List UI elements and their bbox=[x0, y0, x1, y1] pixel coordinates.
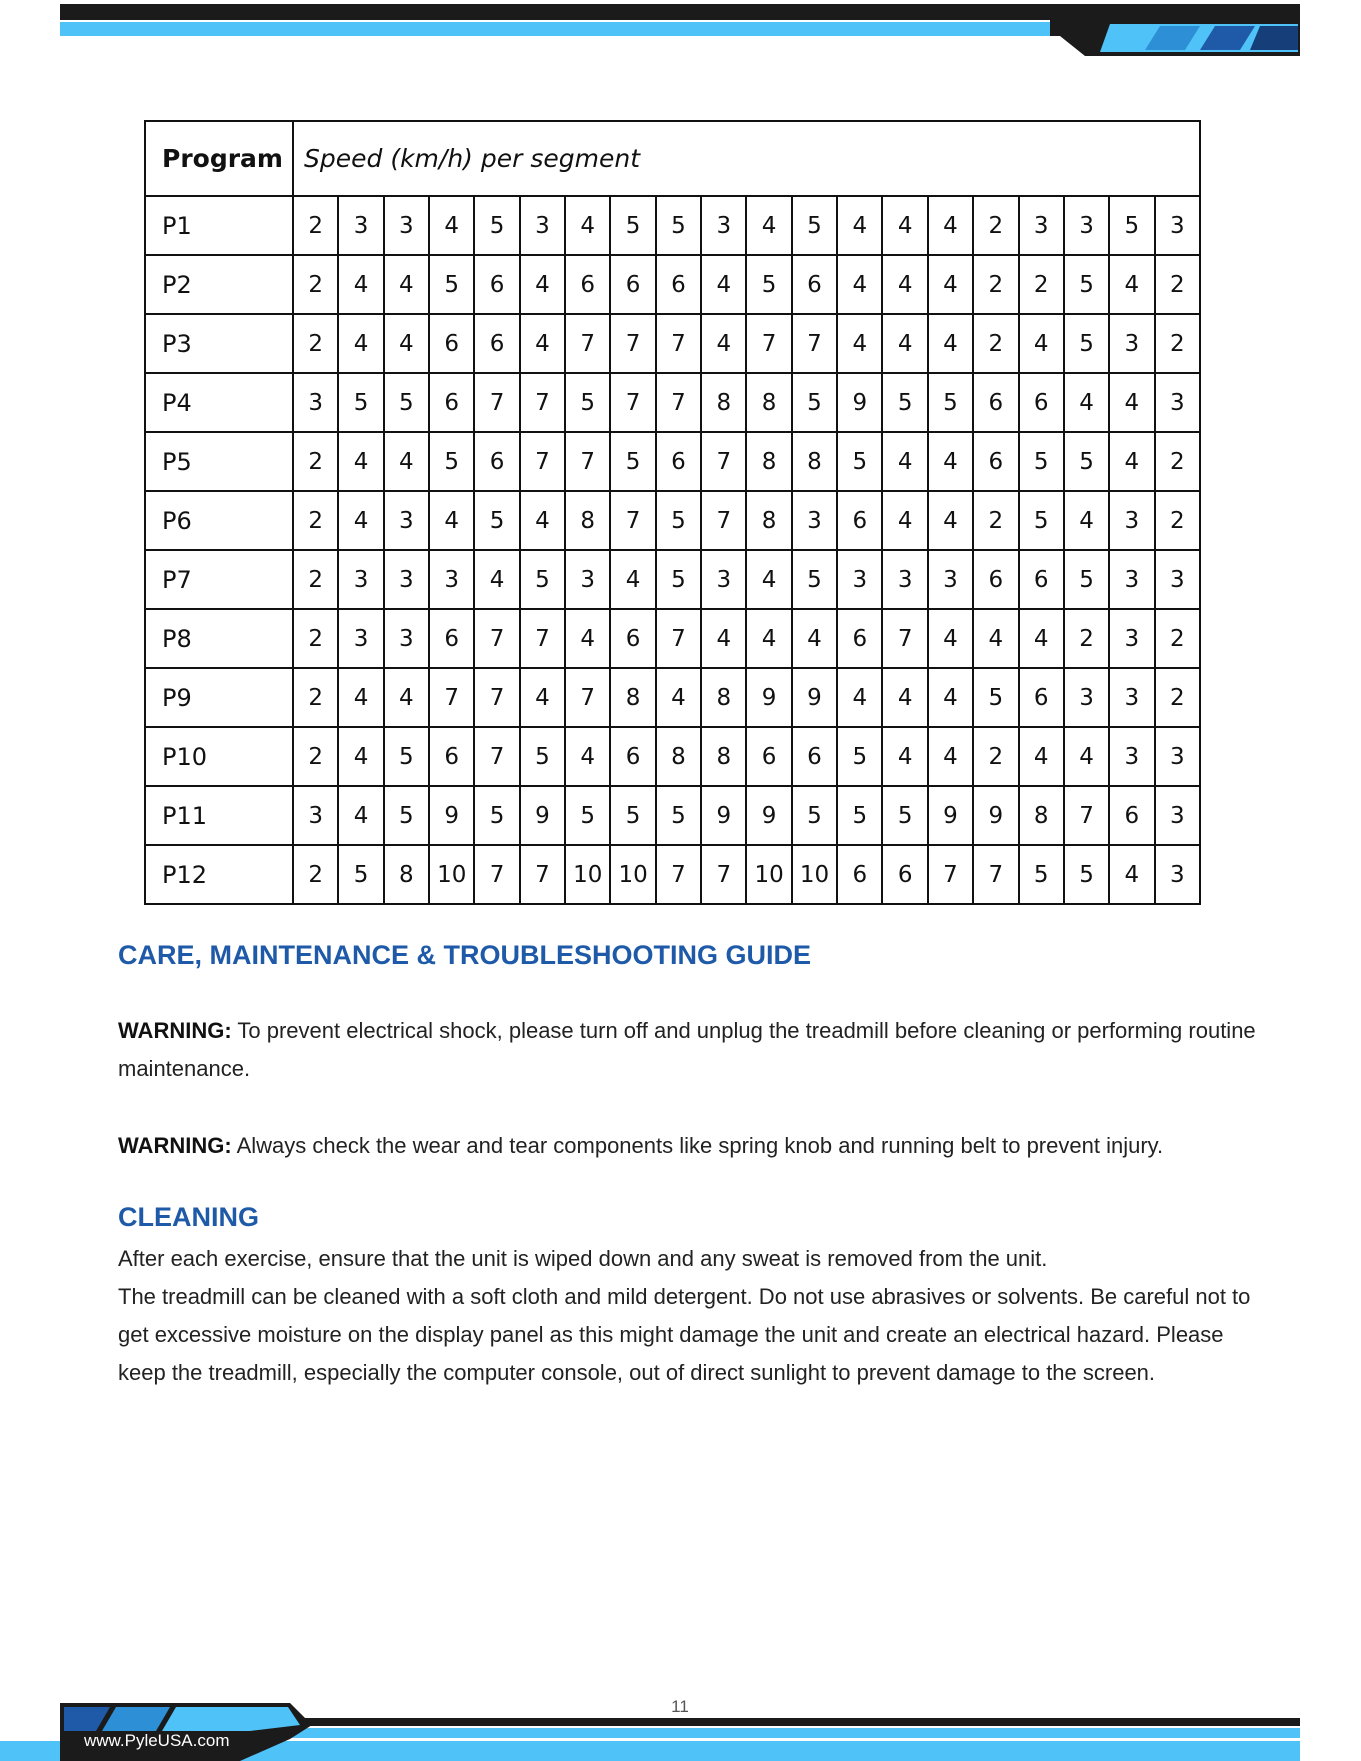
speed-cell: 7 bbox=[928, 845, 973, 904]
speed-cell: 8 bbox=[701, 727, 746, 786]
speed-cell: 7 bbox=[610, 314, 655, 373]
speed-cell: 8 bbox=[1019, 786, 1064, 845]
speed-cell: 5 bbox=[474, 491, 519, 550]
speed-cell: 9 bbox=[746, 668, 791, 727]
speed-cell: 10 bbox=[610, 845, 655, 904]
speed-cell: 9 bbox=[792, 668, 837, 727]
speed-cell: 7 bbox=[656, 373, 701, 432]
speed-cell: 5 bbox=[837, 432, 882, 491]
speed-cell: 4 bbox=[928, 196, 973, 255]
speed-cell: 9 bbox=[837, 373, 882, 432]
speed-cell: 5 bbox=[474, 786, 519, 845]
speed-cell: 5 bbox=[792, 196, 837, 255]
speed-cell: 3 bbox=[701, 550, 746, 609]
speed-cell: 6 bbox=[1019, 668, 1064, 727]
speed-cell: 7 bbox=[882, 609, 927, 668]
speed-cell: 5 bbox=[610, 196, 655, 255]
cleaning-text bbox=[118, 1240, 1258, 1392]
warning-label: WARNING: bbox=[118, 1018, 232, 1043]
speed-cell: 6 bbox=[429, 373, 474, 432]
speed-cell: 9 bbox=[746, 786, 791, 845]
warning-text: To prevent electrical shock, please turn off and unplug the treadmill before cleaning or performing routine maintenance. bbox=[118, 1018, 1256, 1081]
speed-cell: 3 bbox=[1064, 196, 1109, 255]
speed-cell: 2 bbox=[1019, 255, 1064, 314]
speed-cell: 7 bbox=[565, 314, 610, 373]
speed-cell: 6 bbox=[610, 255, 655, 314]
speed-cell: 7 bbox=[520, 845, 565, 904]
speed-cell: 8 bbox=[746, 373, 791, 432]
speed-cell: 7 bbox=[565, 668, 610, 727]
speed-cell: 2 bbox=[293, 432, 338, 491]
speed-cell: 5 bbox=[792, 373, 837, 432]
speed-cell: 4 bbox=[656, 668, 701, 727]
program-name-cell: P12 bbox=[145, 845, 293, 904]
speed-cell: 2 bbox=[1155, 609, 1200, 668]
speed-cell: 8 bbox=[384, 845, 429, 904]
warning-wear bbox=[118, 1127, 1258, 1165]
table-row bbox=[145, 196, 1200, 255]
speed-cell: 4 bbox=[1064, 373, 1109, 432]
speed-cell: 4 bbox=[520, 491, 565, 550]
speed-cell: 2 bbox=[293, 255, 338, 314]
speed-cell: 7 bbox=[656, 845, 701, 904]
speed-cell: 9 bbox=[928, 786, 973, 845]
speed-cell: 4 bbox=[928, 314, 973, 373]
speed-cell: 6 bbox=[474, 432, 519, 491]
speed-cell: 3 bbox=[1109, 609, 1154, 668]
speed-cell: 10 bbox=[746, 845, 791, 904]
speed-cell: 5 bbox=[837, 727, 882, 786]
speed-cell: 5 bbox=[656, 196, 701, 255]
table-row bbox=[145, 845, 1200, 904]
speed-cell: 6 bbox=[973, 432, 1018, 491]
speed-cell: 4 bbox=[338, 491, 383, 550]
speed-cell: 4 bbox=[1019, 609, 1064, 668]
speed-cell: 9 bbox=[429, 786, 474, 845]
speed-cell: 3 bbox=[293, 786, 338, 845]
speed-cell: 5 bbox=[656, 786, 701, 845]
speed-cell: 4 bbox=[1109, 845, 1154, 904]
program-column-header: Program bbox=[145, 121, 293, 196]
speed-cell: 5 bbox=[1064, 314, 1109, 373]
website-link[interactable]: www.PyleUSA.com bbox=[84, 1731, 230, 1750]
speed-cell: 4 bbox=[928, 609, 973, 668]
speed-cell: 5 bbox=[520, 550, 565, 609]
speed-cell: 4 bbox=[928, 727, 973, 786]
speed-cell: 3 bbox=[429, 550, 474, 609]
speed-cell: 5 bbox=[1064, 845, 1109, 904]
speed-cell: 9 bbox=[520, 786, 565, 845]
speed-cell: 5 bbox=[882, 373, 927, 432]
speed-cell: 6 bbox=[837, 845, 882, 904]
program-name-cell: P10 bbox=[145, 727, 293, 786]
speed-cell: 2 bbox=[973, 314, 1018, 373]
speed-cell: 5 bbox=[1064, 255, 1109, 314]
speed-cell: 4 bbox=[882, 668, 927, 727]
speed-cell: 2 bbox=[1155, 255, 1200, 314]
speed-cell: 5 bbox=[384, 786, 429, 845]
speed-cell: 3 bbox=[1155, 786, 1200, 845]
table-row bbox=[145, 432, 1200, 491]
speed-cell: 7 bbox=[520, 609, 565, 668]
speed-cell: 7 bbox=[656, 609, 701, 668]
speed-cell: 7 bbox=[474, 609, 519, 668]
speed-cell: 4 bbox=[338, 727, 383, 786]
speed-cell: 5 bbox=[565, 373, 610, 432]
speed-cell: 5 bbox=[1064, 550, 1109, 609]
speed-cell: 3 bbox=[701, 196, 746, 255]
speed-cell: 2 bbox=[973, 196, 1018, 255]
speed-cell: 4 bbox=[565, 609, 610, 668]
speed-cell: 3 bbox=[338, 196, 383, 255]
speed-cell: 4 bbox=[882, 314, 927, 373]
speed-cell: 8 bbox=[656, 727, 701, 786]
speed-cell: 3 bbox=[520, 196, 565, 255]
speed-cell: 4 bbox=[882, 727, 927, 786]
table-row bbox=[145, 373, 1200, 432]
speed-cell: 2 bbox=[293, 845, 338, 904]
speed-cell: 3 bbox=[293, 373, 338, 432]
speed-cell: 4 bbox=[792, 609, 837, 668]
speed-cell: 7 bbox=[701, 491, 746, 550]
speed-cell: 6 bbox=[1019, 550, 1064, 609]
speed-cell: 3 bbox=[928, 550, 973, 609]
speed-cell: 5 bbox=[338, 845, 383, 904]
speed-cell: 5 bbox=[1109, 196, 1154, 255]
speed-cell: 4 bbox=[882, 432, 927, 491]
speed-cell: 7 bbox=[474, 373, 519, 432]
speed-cell: 4 bbox=[384, 668, 429, 727]
speed-cell: 2 bbox=[293, 609, 338, 668]
speed-cell: 4 bbox=[338, 255, 383, 314]
speed-cell: 5 bbox=[520, 727, 565, 786]
program-name-cell: P5 bbox=[145, 432, 293, 491]
speed-cell: 8 bbox=[610, 668, 655, 727]
table-row bbox=[145, 786, 1200, 845]
speed-cell: 3 bbox=[1155, 550, 1200, 609]
cleaning-heading: CLEANING bbox=[118, 1202, 259, 1232]
speed-cell: 4 bbox=[429, 491, 474, 550]
speed-cell: 6 bbox=[429, 609, 474, 668]
cleaning-line-1: After each exercise, ensure that the unit is wiped down and any sweat is removed from the unit. bbox=[118, 1246, 1048, 1271]
speed-cell: 7 bbox=[701, 845, 746, 904]
speed-cell: 7 bbox=[520, 432, 565, 491]
speed-cell: 3 bbox=[384, 609, 429, 668]
speed-cell: 7 bbox=[474, 727, 519, 786]
speed-cell: 3 bbox=[384, 491, 429, 550]
speed-cell: 4 bbox=[520, 668, 565, 727]
speed-cell: 3 bbox=[1155, 845, 1200, 904]
speed-cell: 4 bbox=[1064, 727, 1109, 786]
speed-cell: 5 bbox=[837, 786, 882, 845]
program-speed-table bbox=[144, 120, 1201, 905]
speed-cell: 4 bbox=[882, 196, 927, 255]
speed-cell: 5 bbox=[656, 550, 701, 609]
speed-cell: 2 bbox=[1155, 668, 1200, 727]
speed-cell: 4 bbox=[384, 314, 429, 373]
speed-cell: 2 bbox=[973, 727, 1018, 786]
speed-cell: 7 bbox=[792, 314, 837, 373]
speed-cell: 9 bbox=[701, 786, 746, 845]
warning-label: WARNING: bbox=[118, 1133, 232, 1158]
speed-cell: 6 bbox=[792, 727, 837, 786]
speed-cell: 7 bbox=[565, 432, 610, 491]
speed-cell: 4 bbox=[474, 550, 519, 609]
speed-cell: 2 bbox=[1064, 609, 1109, 668]
speed-cell: 4 bbox=[338, 786, 383, 845]
speed-cell: 4 bbox=[610, 550, 655, 609]
speed-cell: 5 bbox=[474, 196, 519, 255]
speed-cell: 4 bbox=[384, 255, 429, 314]
speed-cell: 5 bbox=[1019, 845, 1064, 904]
speed-cell: 6 bbox=[656, 432, 701, 491]
speed-cell: 8 bbox=[565, 491, 610, 550]
speed-cell: 6 bbox=[429, 727, 474, 786]
warning-text: Always check the wear and tear components like spring knob and running belt to prevent injury. bbox=[236, 1133, 1164, 1158]
speed-cell: 4 bbox=[429, 196, 474, 255]
speed-cell: 2 bbox=[1155, 314, 1200, 373]
speed-cell: 4 bbox=[882, 491, 927, 550]
speed-cell: 4 bbox=[701, 609, 746, 668]
cleaning-line-2: The treadmill can be cleaned with a soft cloth and mild detergent. Do not use abrasives or solvents. Be careful not to get excessive moisture on the display panel as this might damage the unit and create an electrical hazard. Please keep the treadmill, especially the computer console, out of direct sunlight to prevent damage to the screen. bbox=[118, 1284, 1251, 1385]
speed-cell: 5 bbox=[1064, 432, 1109, 491]
table-row bbox=[145, 609, 1200, 668]
speed-cell: 4 bbox=[746, 550, 791, 609]
speed-cell: 2 bbox=[973, 255, 1018, 314]
header-decor-bar bbox=[0, 0, 1361, 62]
speed-cell: 7 bbox=[1064, 786, 1109, 845]
program-name-cell: P3 bbox=[145, 314, 293, 373]
speed-cell: 4 bbox=[701, 314, 746, 373]
speed-cell: 3 bbox=[792, 491, 837, 550]
speed-cell: 10 bbox=[429, 845, 474, 904]
speed-cell: 7 bbox=[429, 668, 474, 727]
speed-cell: 6 bbox=[973, 373, 1018, 432]
speed-cell: 6 bbox=[837, 609, 882, 668]
speed-cell: 3 bbox=[338, 550, 383, 609]
speed-cell: 3 bbox=[1109, 668, 1154, 727]
speed-cell: 4 bbox=[746, 196, 791, 255]
speed-cell: 3 bbox=[384, 550, 429, 609]
speed-cell: 4 bbox=[701, 255, 746, 314]
speed-cell: 2 bbox=[973, 491, 1018, 550]
speed-cell: 6 bbox=[1019, 373, 1064, 432]
table-row bbox=[145, 255, 1200, 314]
speed-cell: 4 bbox=[928, 255, 973, 314]
speed-cell: 5 bbox=[746, 255, 791, 314]
speed-column-header: Speed (km/h) per segment bbox=[293, 121, 1200, 196]
speed-cell: 4 bbox=[928, 491, 973, 550]
speed-cell: 4 bbox=[837, 255, 882, 314]
speed-cell: 3 bbox=[1109, 491, 1154, 550]
speed-cell: 8 bbox=[701, 373, 746, 432]
speed-cell: 7 bbox=[746, 314, 791, 373]
table-row bbox=[145, 550, 1200, 609]
speed-cell: 3 bbox=[1064, 668, 1109, 727]
care-heading: CARE, MAINTENANCE & TROUBLESHOOTING GUIDE bbox=[118, 940, 812, 970]
speed-cell: 2 bbox=[293, 550, 338, 609]
speed-cell: 2 bbox=[293, 727, 338, 786]
speed-cell: 7 bbox=[610, 491, 655, 550]
speed-cell: 8 bbox=[792, 432, 837, 491]
speed-cell: 4 bbox=[1109, 255, 1154, 314]
speed-cell: 6 bbox=[474, 314, 519, 373]
speed-cell: 4 bbox=[973, 609, 1018, 668]
speed-cell: 3 bbox=[1019, 196, 1064, 255]
speed-cell: 6 bbox=[474, 255, 519, 314]
speed-cell: 7 bbox=[520, 373, 565, 432]
speed-cell: 3 bbox=[1155, 196, 1200, 255]
speed-cell: 5 bbox=[882, 786, 927, 845]
speed-cell: 4 bbox=[837, 196, 882, 255]
speed-cell: 4 bbox=[837, 668, 882, 727]
speed-cell: 8 bbox=[746, 491, 791, 550]
speed-cell: 7 bbox=[701, 432, 746, 491]
speed-cell: 4 bbox=[338, 668, 383, 727]
program-name-cell: P4 bbox=[145, 373, 293, 432]
table-row bbox=[145, 727, 1200, 786]
speed-cell: 5 bbox=[610, 432, 655, 491]
speed-cell: 4 bbox=[565, 196, 610, 255]
speed-cell: 5 bbox=[928, 373, 973, 432]
speed-cell: 4 bbox=[338, 432, 383, 491]
speed-cell: 2 bbox=[293, 491, 338, 550]
speed-cell: 3 bbox=[1155, 373, 1200, 432]
speed-cell: 2 bbox=[1155, 432, 1200, 491]
speed-cell: 4 bbox=[1019, 314, 1064, 373]
speed-cell: 4 bbox=[520, 314, 565, 373]
speed-cell: 2 bbox=[293, 314, 338, 373]
table-row bbox=[145, 668, 1200, 727]
program-name-cell: P9 bbox=[145, 668, 293, 727]
speed-cell: 6 bbox=[429, 314, 474, 373]
speed-cell: 6 bbox=[1109, 786, 1154, 845]
speed-cell: 5 bbox=[1019, 491, 1064, 550]
speed-cell: 3 bbox=[384, 196, 429, 255]
speed-cell: 5 bbox=[1019, 432, 1064, 491]
table-row bbox=[145, 314, 1200, 373]
speed-cell: 10 bbox=[792, 845, 837, 904]
speed-cell: 9 bbox=[973, 786, 1018, 845]
speed-cell: 4 bbox=[882, 255, 927, 314]
speed-cell: 2 bbox=[293, 668, 338, 727]
speed-cell: 4 bbox=[746, 609, 791, 668]
table-row bbox=[145, 491, 1200, 550]
speed-cell: 3 bbox=[882, 550, 927, 609]
page-number: 11 bbox=[671, 1697, 689, 1716]
speed-cell: 8 bbox=[701, 668, 746, 727]
speed-cell: 6 bbox=[882, 845, 927, 904]
speed-cell: 5 bbox=[792, 550, 837, 609]
program-name-cell: P6 bbox=[145, 491, 293, 550]
speed-cell: 6 bbox=[837, 491, 882, 550]
speed-cell: 6 bbox=[610, 727, 655, 786]
warning-electrical bbox=[118, 1012, 1258, 1088]
speed-cell: 3 bbox=[338, 609, 383, 668]
speed-cell: 5 bbox=[338, 373, 383, 432]
speed-cell: 3 bbox=[565, 550, 610, 609]
speed-cell: 2 bbox=[293, 196, 338, 255]
speed-cell: 7 bbox=[610, 373, 655, 432]
speed-cell: 7 bbox=[973, 845, 1018, 904]
speed-cell: 4 bbox=[565, 727, 610, 786]
speed-cell: 3 bbox=[837, 550, 882, 609]
speed-cell: 5 bbox=[384, 373, 429, 432]
speed-cell: 5 bbox=[792, 786, 837, 845]
speed-cell: 4 bbox=[928, 668, 973, 727]
speed-cell: 6 bbox=[656, 255, 701, 314]
speed-cell: 4 bbox=[1109, 432, 1154, 491]
speed-cell: 4 bbox=[1109, 373, 1154, 432]
program-name-cell: P11 bbox=[145, 786, 293, 845]
speed-cell: 4 bbox=[1064, 491, 1109, 550]
program-name-cell: P1 bbox=[145, 196, 293, 255]
program-name-cell: P2 bbox=[145, 255, 293, 314]
program-name-cell: P7 bbox=[145, 550, 293, 609]
speed-cell: 5 bbox=[973, 668, 1018, 727]
program-name-cell: P8 bbox=[145, 609, 293, 668]
speed-cell: 7 bbox=[474, 845, 519, 904]
speed-cell: 7 bbox=[656, 314, 701, 373]
speed-cell: 2 bbox=[1155, 491, 1200, 550]
speed-cell: 4 bbox=[1019, 727, 1064, 786]
speed-cell: 3 bbox=[1109, 727, 1154, 786]
speed-cell: 3 bbox=[1155, 727, 1200, 786]
speed-cell: 6 bbox=[746, 727, 791, 786]
speed-cell: 5 bbox=[565, 786, 610, 845]
speed-cell: 6 bbox=[565, 255, 610, 314]
speed-cell: 8 bbox=[746, 432, 791, 491]
speed-cell: 4 bbox=[338, 314, 383, 373]
speed-cell: 4 bbox=[928, 432, 973, 491]
speed-cell: 3 bbox=[1109, 314, 1154, 373]
speed-cell: 5 bbox=[656, 491, 701, 550]
speed-cell: 7 bbox=[474, 668, 519, 727]
speed-cell: 6 bbox=[792, 255, 837, 314]
speed-cell: 10 bbox=[565, 845, 610, 904]
speed-cell: 4 bbox=[837, 314, 882, 373]
speed-cell: 5 bbox=[429, 255, 474, 314]
speed-cell: 5 bbox=[384, 727, 429, 786]
speed-cell: 5 bbox=[429, 432, 474, 491]
speed-cell: 6 bbox=[610, 609, 655, 668]
speed-cell: 4 bbox=[384, 432, 429, 491]
speed-cell: 3 bbox=[1109, 550, 1154, 609]
speed-cell: 4 bbox=[520, 255, 565, 314]
speed-cell: 6 bbox=[973, 550, 1018, 609]
speed-cell: 5 bbox=[610, 786, 655, 845]
